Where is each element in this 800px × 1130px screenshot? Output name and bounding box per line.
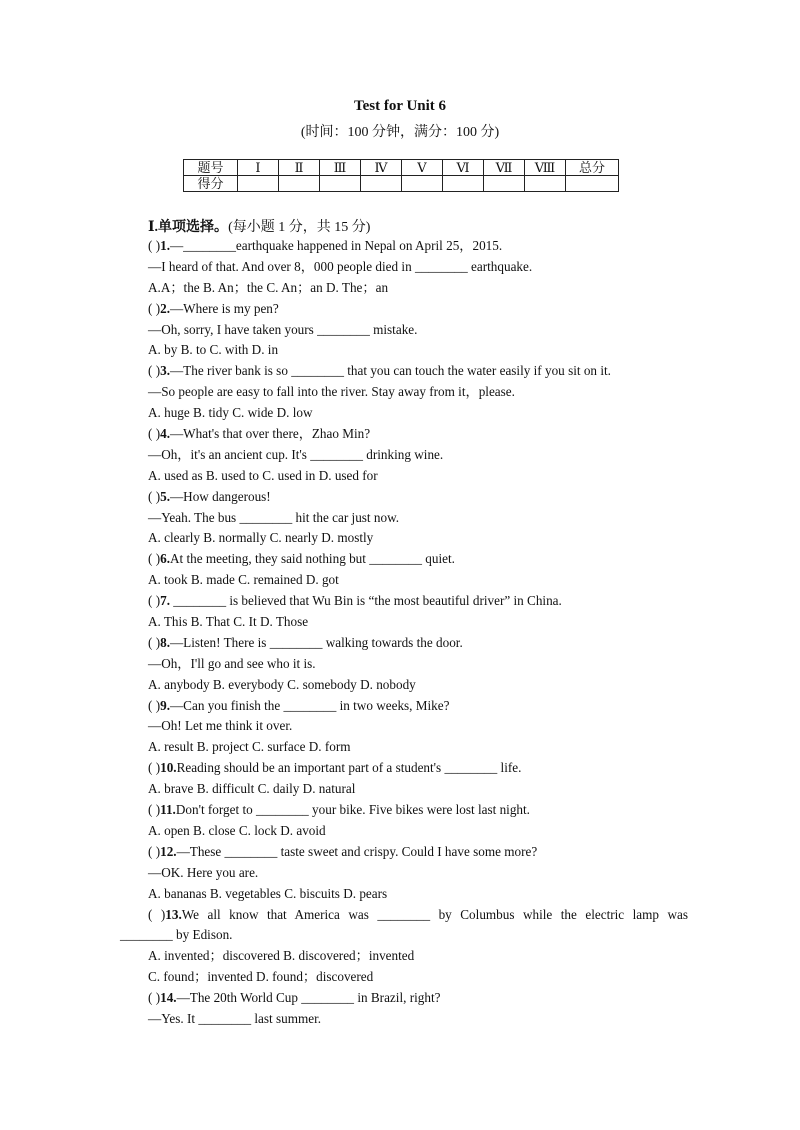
question-stem [148, 236, 688, 257]
question-text: —Listen! There is ________ walking towards the door. [169, 634, 463, 650]
question-stem [148, 696, 688, 717]
question-line [148, 675, 688, 696]
question-text: —So people are easy to fall into the river. Stay away from it，please. [148, 384, 515, 400]
question-text: We all know that America was ________ by Columbus while the electric lamp was [181, 906, 688, 922]
question-number: 8. [160, 634, 170, 650]
question-line [148, 884, 688, 905]
question-text: —Oh! Let me think it over. [148, 718, 293, 734]
question-number: 9. [160, 697, 170, 713]
score-cell [443, 176, 484, 192]
question-number: 1. [160, 238, 170, 253]
answer-bracket: ( ) [148, 551, 161, 567]
question-line [148, 779, 688, 800]
question-text: A. brave B. difficult C. daily D. natural [148, 781, 356, 797]
question-text: —OK. Here you are. [148, 864, 259, 880]
question-text: A. huge B. tidy C. wide D. low [148, 405, 313, 421]
answer-bracket: ( ) [148, 363, 161, 379]
question-number: 7. [160, 593, 170, 609]
question-text: —________earthquake happened in Nepal on April 25，2015. [169, 238, 503, 253]
answer-bracket: ( ) [148, 300, 161, 316]
answer-bracket: ( ) [148, 488, 161, 504]
score-table [183, 159, 619, 192]
page-subtitle: (时间：100 分钟，满分：100 分) [300, 125, 500, 140]
score-header-cell: Ⅲ [320, 160, 361, 176]
question-number: 5. [160, 488, 170, 504]
question-number: 14. [160, 990, 177, 1006]
question-stem [148, 842, 688, 863]
question-text: A. open B. close C. lock D. avoid [148, 822, 326, 838]
question-text: A. clearly B. normally C. nearly D. mostly [148, 530, 374, 546]
score-header-cell: Ⅳ [361, 160, 402, 176]
score-header-cell: Ⅰ [238, 160, 279, 176]
question-line [148, 716, 688, 737]
question-text: A. took B. made C. remained D. got [148, 572, 339, 588]
question-text: ________ is believed that Wu Bin is “the most beautiful driver” in China. [169, 593, 562, 609]
question-stem [148, 988, 688, 1009]
answer-bracket: ( ) [148, 990, 161, 1006]
question-line [148, 508, 688, 529]
question-text: —How dangerous! [169, 488, 271, 504]
section-title: Ⅰ.单项选择。 [148, 220, 229, 235]
question-text: Don't forget to ________ your bike. Five bikes were lost last night. [175, 802, 530, 818]
question-text: ________ by Edison. [120, 927, 233, 943]
score-header-cell: Ⅱ [279, 160, 320, 176]
question-text: —These ________ taste sweet and crispy. Could I have some more? [176, 843, 538, 859]
question-list [120, 236, 688, 1030]
score-header-cell: Ⅵ [443, 160, 484, 176]
question-text: A.A；the B. An；the C. An；an D. The；an [148, 279, 389, 295]
question-text: At the meeting, they said nothing but ________ quiet. [169, 551, 455, 567]
score-row-label: 得分 [184, 176, 238, 192]
score-header-cell: Ⅷ [525, 160, 566, 176]
question-stem [148, 905, 688, 926]
score-value-row [184, 176, 619, 192]
question-stem [148, 361, 688, 382]
score-cell [402, 176, 443, 192]
question-line [148, 821, 688, 842]
question-text: A. anybody B. everybody C. somebody D. nobody [148, 676, 416, 692]
question-line [148, 278, 688, 299]
answer-bracket: ( ) [148, 238, 161, 253]
score-cell [238, 176, 279, 192]
question-number: 11. [160, 802, 176, 818]
question-line [148, 466, 688, 487]
score-cell [320, 176, 361, 192]
score-header-cell: Ⅴ [402, 160, 443, 176]
answer-bracket: ( ) [148, 760, 161, 776]
answer-bracket: ( ) [148, 697, 161, 713]
score-cell [484, 176, 525, 192]
score-cell [566, 176, 619, 192]
question-text: A. This B. That C. It D. Those [148, 614, 309, 630]
question-number: 6. [160, 551, 170, 567]
score-header-cell: 题号 [184, 160, 238, 176]
question-stem [148, 591, 688, 612]
section-heading [148, 216, 370, 236]
question-number: 3. [160, 363, 170, 379]
question-text: —I heard of that. And over 8，000 people died in ________ earthquake. [148, 258, 533, 274]
question-stem [148, 299, 688, 320]
score-cell [525, 176, 566, 192]
score-cell [361, 176, 402, 192]
question-line [148, 654, 688, 675]
question-line [148, 445, 688, 466]
answer-bracket: ( ) [148, 802, 161, 818]
question-number: 2. [160, 300, 170, 316]
question-text: A. result B. project C. surface D. form [148, 739, 351, 755]
question-line [148, 257, 688, 278]
answer-bracket: ( ) [148, 593, 161, 609]
question-line [148, 1009, 688, 1030]
question-number: 4. [160, 426, 170, 442]
question-text: —Oh，I'll go and see who it is. [148, 655, 316, 671]
answer-bracket: ( ) [148, 426, 161, 442]
question-text: —Can you finish the ________ in two weeks, Mike? [169, 697, 450, 713]
answer-bracket: ( ) [148, 634, 161, 650]
question-text: —What's that over there，Zhao Min? [169, 426, 371, 442]
question-text: —The river bank is so ________ that you can touch the water easily if you sit on it. [169, 363, 611, 379]
question-text: —Oh, sorry, I have taken yours ________ mistake. [148, 321, 418, 337]
question-stem [148, 424, 688, 445]
question-line [148, 570, 688, 591]
question-line [148, 528, 688, 549]
question-stem [148, 549, 688, 570]
question-text: Reading should be an important part of a student's ________ life. [176, 760, 522, 776]
score-header-row [184, 160, 619, 176]
question-line [148, 320, 688, 341]
question-text: —Yes. It ________ last summer. [148, 1010, 322, 1026]
score-header-cell: Ⅶ [484, 160, 525, 176]
question-line [148, 863, 688, 884]
question-stem [148, 758, 688, 779]
answer-bracket: ( ) [148, 906, 166, 922]
page-title: Test for Unit 6 [353, 98, 447, 114]
question-line [148, 967, 688, 988]
question-line [148, 340, 688, 361]
question-stem [148, 800, 688, 821]
question-text: A. used as B. used to C. used in D. used for [148, 467, 378, 483]
question-text: —The 20th World Cup ________ in Brazil, right? [176, 990, 441, 1006]
question-text: —Where is my pen? [169, 300, 279, 316]
answer-bracket: ( ) [148, 843, 161, 859]
question-text: A. invented；discovered B. discovered；invented [148, 948, 415, 964]
question-stem [148, 633, 688, 654]
question-stem [148, 487, 688, 508]
question-line [148, 946, 688, 967]
question-text: —Yeah. The bus ________ hit the car just now. [148, 509, 400, 525]
question-text: C. found；invented D. found；discovered [148, 969, 374, 985]
score-cell [279, 176, 320, 192]
question-number: 13. [165, 906, 182, 922]
score-header-cell: 总分 [566, 160, 619, 176]
section-note: (每小题 1 分，共 15 分) [228, 220, 371, 235]
question-text: —Oh，it's an ancient cup. It's ________ drinking wine. [148, 446, 444, 462]
question-number: 12. [160, 843, 177, 859]
question-number: 10. [160, 760, 177, 776]
question-text: A. bananas B. vegetables C. biscuits D. pears [148, 885, 388, 901]
question-line [120, 925, 688, 946]
question-line [148, 612, 688, 633]
question-text: A. by B. to C. with D. in [148, 342, 279, 358]
question-line [148, 737, 688, 758]
question-line [148, 403, 688, 424]
question-line [148, 382, 688, 403]
